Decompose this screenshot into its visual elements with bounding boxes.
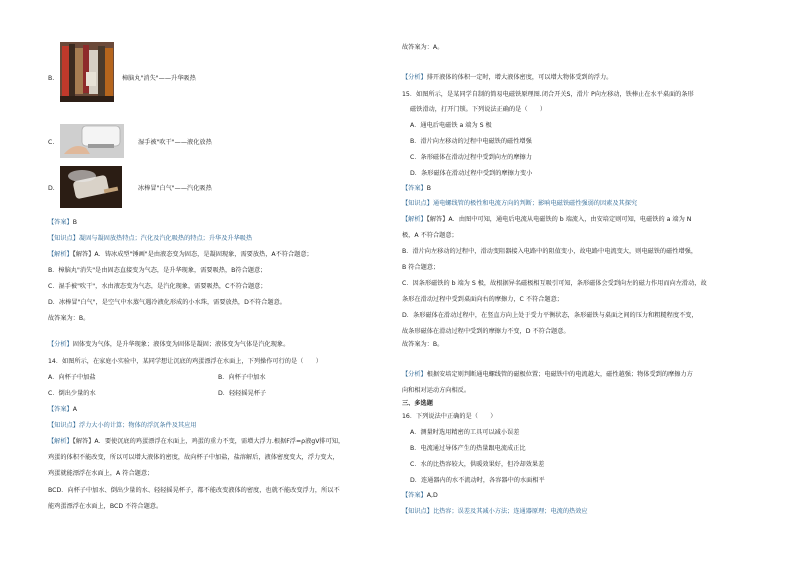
knowledge-tag: 【知识点】: [402, 508, 433, 515]
explanation-text: 【解答】A．要使沉底的鸡蛋漂浮在水面上，鸡蛋的重力不变，需增大浮力.根据F浮=ρ液gV排可知，: [72, 438, 345, 445]
q14-analysis: [402, 74, 612, 82]
answer-value: B: [426, 185, 431, 192]
hand-dryer-image: [60, 124, 124, 158]
q15-conclusion: 故答案为：B。: [402, 341, 444, 348]
q15-analysis-line-1: [402, 371, 693, 379]
explanation-text: 【解答】A．铸冰成型"锤画"是由液态变为固态，是凝固现象，需要放热，A不符合题意；: [72, 251, 313, 258]
closet-photo-icon: [60, 42, 114, 102]
explanation-tag: 【解析】: [402, 216, 427, 223]
q15-option-a: A．通电后电磁铁 a 端为 S 极: [410, 122, 492, 129]
knowledge-text: 通电螺线管的极性和电流方向的判断；影响电磁铁磁性强弱的因素及其探究: [432, 200, 638, 207]
q13-conclusion: 故答案为：B。: [48, 315, 90, 322]
explanation-tag: 【解析】: [48, 251, 73, 258]
knowledge-tag: 【知识点】: [48, 235, 79, 242]
explanation-text: 【解答】A．由图中可知，通电后电流从电磁铁的 b 端流入，由安培定则可知，电磁铁的 a 端为 N: [426, 216, 692, 223]
q16-option-d: D．连通器内的水不流动时，各容器中的水面相平: [410, 477, 545, 484]
q15-explanation-line-8: 故条形磁体在滑动过程中受到的摩擦力不变，D 不符合题意。: [402, 328, 570, 335]
answer-value: A,D: [426, 492, 438, 499]
analysis-text: 排开液体的体积一定时，增大液体密度，可以增大物体受到的浮力。: [426, 74, 613, 81]
q14-knowledge-point: [48, 422, 197, 430]
q16-option-b: B．电流通过导体产生的热量跟电流成正比: [410, 445, 526, 452]
option-d-letter: D.: [48, 185, 55, 192]
left-column: [34, 0, 404, 562]
q13-knowledge-point: [48, 235, 252, 243]
answer-tag: 【答案】: [48, 219, 73, 226]
q16-answer: [402, 492, 438, 500]
analysis-text: 根据安培定则判断通电螺线管的磁极位置；电磁铁中的电流越大，磁性越强；物体受到的摩擦力方: [426, 371, 693, 378]
option-d-caption: 冰棒冒"白气"——汽化吸热: [138, 185, 212, 192]
q15-knowledge-point: [402, 200, 637, 208]
answer-value: A: [72, 406, 77, 413]
answer-tag: 【答案】: [402, 185, 427, 192]
knowledge-tag: 【知识点】: [48, 422, 79, 429]
q14-option-a: A．向杯子中加盐: [48, 374, 96, 381]
q15-option-b: B．滑片向左移动的过程中电磁铁的磁性增强: [410, 138, 532, 145]
q15-explanation-line-5: C．因条形磁铁的 b 端为 S 极，故根据异名磁极相互吸引可知，条形磁体会受到向左的磁力作用而向左滑动，故: [402, 280, 707, 287]
popsicle-icon: [60, 166, 122, 208]
option-c-caption: 湿手被"吹干"——液化放热: [138, 139, 212, 146]
popsicle-vapor-image: [60, 166, 122, 208]
right-column: [402, 0, 772, 562]
knowledge-tag: 【知识点】: [402, 200, 433, 207]
q14-explanation-line-1: [48, 438, 344, 446]
q13-analysis: [48, 341, 289, 349]
q16-stem: 16．下列说法中正确的是（ ）: [402, 413, 497, 420]
q15-stem-line-2: 磁铁滑动，打开门锁。下列说法正确的是（ ）: [410, 106, 547, 113]
q13-answer: [48, 219, 77, 227]
q15-answer: [402, 185, 431, 193]
q13-explanation-line-2: B．樟脑丸"消失"是由固态直接变为气态，是升华现象，需要吸热，B符合题意；: [48, 267, 267, 274]
analysis-text: 固体变为气体，是升华现象；液体变为固体是凝固；液体变为气体是汽化现象。: [72, 341, 290, 348]
q15-explanation-line-7: D．条形磁体在滑动过程中，在竖直方向上处于受力平衡状态，条形磁铁与桌面之间的压力和粗糙程度不变，: [402, 312, 698, 319]
q13-explanation-line-4: D．冰棒冒"白气"，是空气中水蒸气遇冷液化形成的小水珠，需要放热，D不符合题意。: [48, 299, 286, 306]
analysis-tag: 【分析】: [402, 74, 427, 81]
analysis-tag: 【分析】: [48, 341, 73, 348]
knowledge-text: 浮力大小的计算；物体的浮沉条件及其应用: [78, 422, 197, 429]
q14-explanation-line-2: 鸡蛋的体积不能改变，所以可以增大液体的密度，故向杯子中加盐，盐溶解后，液体密度变大，浮力变大，: [48, 454, 339, 461]
q14-option-d: D．轻轻摇晃杯子: [218, 390, 267, 397]
analysis-tag: 【分析】: [402, 371, 427, 378]
q13-explanation-line-3: C．湿手被"吹干"，水由液态变为气态，是汽化现象，需要吸热，C不符合题意；: [48, 283, 267, 290]
knowledge-text: 比热容；误差及其减小方法；连通器原理；电流的热效应: [432, 508, 588, 515]
q16-knowledge-point: [402, 508, 588, 516]
answer-value: B: [72, 219, 77, 226]
q15-option-d: D．条形磁体在滑动过程中受到的摩擦力变小: [410, 170, 533, 177]
q15-explanation-line-1: [402, 216, 691, 224]
q14-explanation-line-5: 能鸡蛋漂浮在水面上，BCD 不符合题意。: [48, 503, 163, 510]
option-b-letter: B.: [48, 75, 55, 82]
q14-conclusion: 故答案为：A。: [402, 44, 444, 51]
q15-explanation-line-4: B 符合题意；: [402, 264, 440, 271]
q16-option-c: C．水的比热容较大，供暖效果好，但冷却效果差: [410, 461, 545, 468]
q14-explanation-line-3: 鸡蛋就能漂浮在水面上，A 符合题意；: [48, 470, 154, 477]
knowledge-text: 凝固与凝固放热特点；汽化及汽化吸热的特点；升华及升华吸热: [78, 235, 253, 242]
q15-explanation-line-3: B．滑片向左移动的过程中，滑动变阻器接入电路中的阻值变小，故电路中电流变大，则电磁铁的磁性增强，: [402, 248, 698, 255]
q15-explanation-line-2: 极，A 不符合题意；: [402, 232, 458, 239]
q15-explanation-line-6: 条形在滑动过程中受到桌面向右的摩擦力，C 不符合题意；: [402, 296, 563, 303]
q14-option-c: C．倒出少量的水: [48, 390, 96, 397]
option-c-letter: C.: [48, 139, 55, 146]
answer-tag: 【答案】: [48, 406, 73, 413]
q15-option-c: C．条形磁体在滑动过程中受到向左的摩擦力: [410, 154, 532, 161]
option-b-caption: 樟脑丸"消失"——升华吸热: [122, 75, 196, 82]
q14-explanation-line-4: BCD．向杯子中加水、倒出少量的水、轻轻摇晃杯子，都不能改变液体的密度，也就不能改变浮力，所以不: [48, 487, 340, 494]
q15-analysis-line-2: 向和相对运动方向相反。: [402, 387, 471, 394]
q16-option-a: A．测量时选用精密的工具可以减小误差: [410, 429, 520, 436]
q13-explanation-line-1: [48, 251, 313, 259]
q14-option-b: B．向杯子中加水: [218, 374, 266, 381]
hand-dryer-icon: [60, 124, 124, 158]
explanation-tag: 【解析】: [48, 438, 73, 445]
section-heading-multi-choice: 三、多选题: [402, 400, 433, 407]
q15-stem-line-1: 15．如图所示，是某同学自制的简易电磁铁原理图.闭合开关S，滑片 P向左移动，铁棒止在水平桌面的条形: [402, 91, 694, 98]
mothball-closet-image: [60, 42, 114, 102]
q14-stem: 14．如图所示，在家庭小实验中，某同学想让沉底的鸡蛋漂浮在水面上，下列操作可行的是（ ）: [48, 358, 322, 365]
answer-tag: 【答案】: [402, 492, 427, 499]
q14-answer: [48, 406, 77, 414]
